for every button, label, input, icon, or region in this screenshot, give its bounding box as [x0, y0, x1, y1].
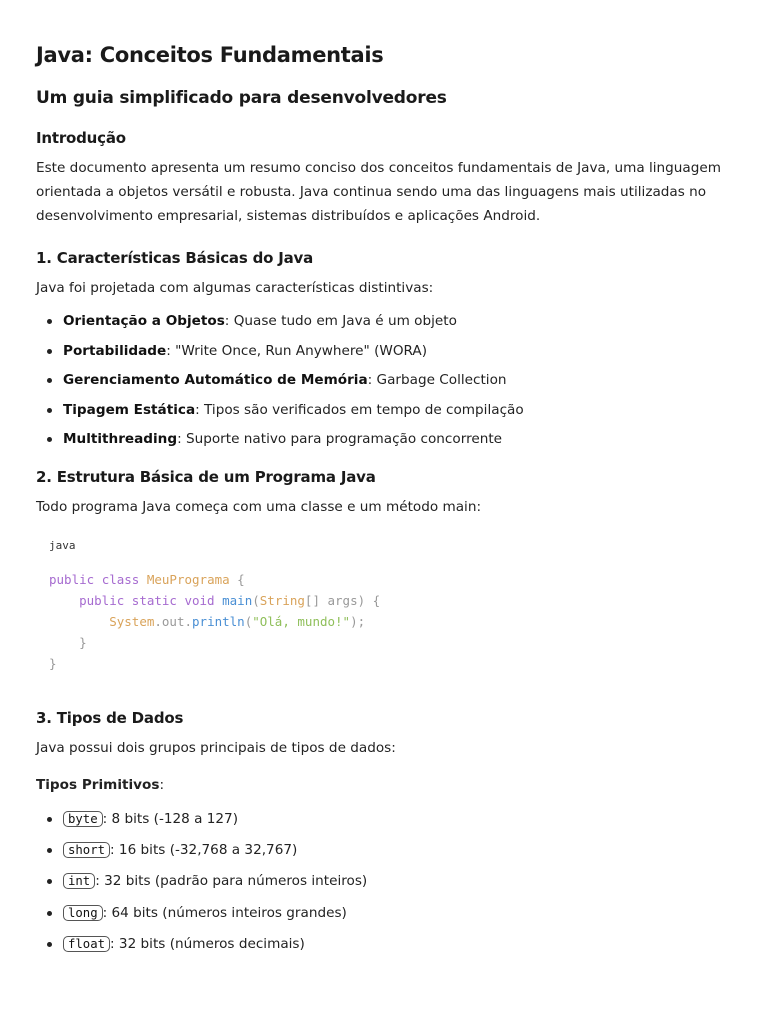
list-item: [36, 871, 732, 902]
section1-paragraph: Java foi projetada com algumas características distintivas:: [36, 280, 434, 296]
code-token: .out.: [154, 613, 193, 629]
type-desc: : 64 bits (números inteiros grandes): [102, 904, 347, 921]
type-code: float: [63, 936, 110, 952]
list-item: [36, 903, 732, 934]
list-item: [36, 840, 732, 871]
type-code: int: [63, 873, 95, 889]
list-item: [36, 809, 732, 840]
type-desc: : 8 bits (-128 a 127): [102, 810, 239, 827]
code-language-label: java: [49, 538, 76, 552]
type-code: short: [63, 842, 110, 858]
code-block: [36, 538, 732, 674]
feature-term: Gerenciamento Automático de Memória: [63, 372, 368, 389]
feature-term: Tipagem Estática: [63, 401, 196, 418]
type-code: long: [63, 905, 103, 921]
section1-heading: 1. Características Básicas do Java: [36, 249, 314, 267]
code-token: {: [229, 571, 245, 587]
feature-desc: : "Write Once, Run Anywhere" (WORA): [166, 342, 428, 359]
list-item: [36, 341, 732, 371]
code-token: }: [49, 655, 57, 671]
list-item: [36, 400, 732, 430]
feature-term: Portabilidade: [63, 342, 167, 359]
primitives-list: [36, 809, 732, 965]
features-list: [36, 311, 732, 459]
code-token: public: [79, 592, 125, 608]
section3-paragraph: Java possui dois grupos principais de tipos de dados:: [36, 739, 396, 756]
code-token: }: [79, 634, 87, 650]
primitives-label-colon: :: [159, 776, 165, 793]
code-token: public: [49, 571, 95, 587]
code-token: );: [350, 613, 366, 629]
intro-paragraph: Este documento apresenta um resumo conciso dos conceitos fundamentais de Java, uma linguagem orientada a objetos versátil e robusta. Java continua sendo uma das linguagens mais utilizadas no desenvolvimento empresarial, sistemas distribuídos e aplicações Android.: [36, 160, 721, 224]
feature-desc: : Suporte nativo para programação concorrente: [177, 431, 503, 448]
type-desc: : 16 bits (-32,768 a 32,767): [110, 842, 298, 859]
intro-heading: Introdução: [36, 129, 126, 147]
code-token: static: [131, 592, 177, 608]
type-code: byte: [63, 811, 103, 827]
section2-paragraph: Todo programa Java começa com uma classe e um método main:: [36, 498, 482, 515]
code-token: class: [101, 571, 140, 587]
feature-desc: : Garbage Collection: [367, 372, 507, 389]
document-title: Java: Conceitos Fundamentais: [36, 43, 384, 67]
list-item: [36, 370, 732, 400]
feature-desc: : Tipos são verificados em tempo de compilação: [195, 401, 524, 418]
feature-term: Multithreading: [63, 431, 178, 448]
code-token: "Olá, mundo!": [252, 613, 351, 629]
list-item: [36, 934, 732, 965]
code-token: [] args) {: [304, 592, 381, 608]
feature-desc: : Quase tudo em Java é um objeto: [224, 313, 457, 329]
primitives-label-text: Tipos Primitivos: [36, 776, 160, 793]
list-item: [36, 311, 732, 341]
code-token: String: [259, 592, 305, 608]
section2-heading: 2. Estrutura Básica de um Programa Java: [36, 467, 376, 486]
list-item: [36, 429, 732, 459]
primitives-label: [36, 773, 732, 797]
type-desc: : 32 bits (padrão para números inteiros): [95, 873, 368, 890]
type-desc: : 32 bits (números decimais): [110, 935, 305, 952]
code-token: MeuPrograma: [146, 571, 230, 587]
code-token: (: [252, 592, 260, 608]
code-token: System: [109, 613, 155, 629]
feature-term: Orientação a Objetos: [63, 313, 225, 329]
code-token: println: [192, 613, 245, 629]
code-token: (: [244, 613, 253, 629]
code-token: main: [222, 592, 253, 608]
section3-heading: 3. Tipos de Dados: [36, 708, 184, 727]
code-token: void: [184, 592, 215, 608]
document-subtitle: Um guia simplificado para desenvolvedores: [36, 88, 447, 108]
